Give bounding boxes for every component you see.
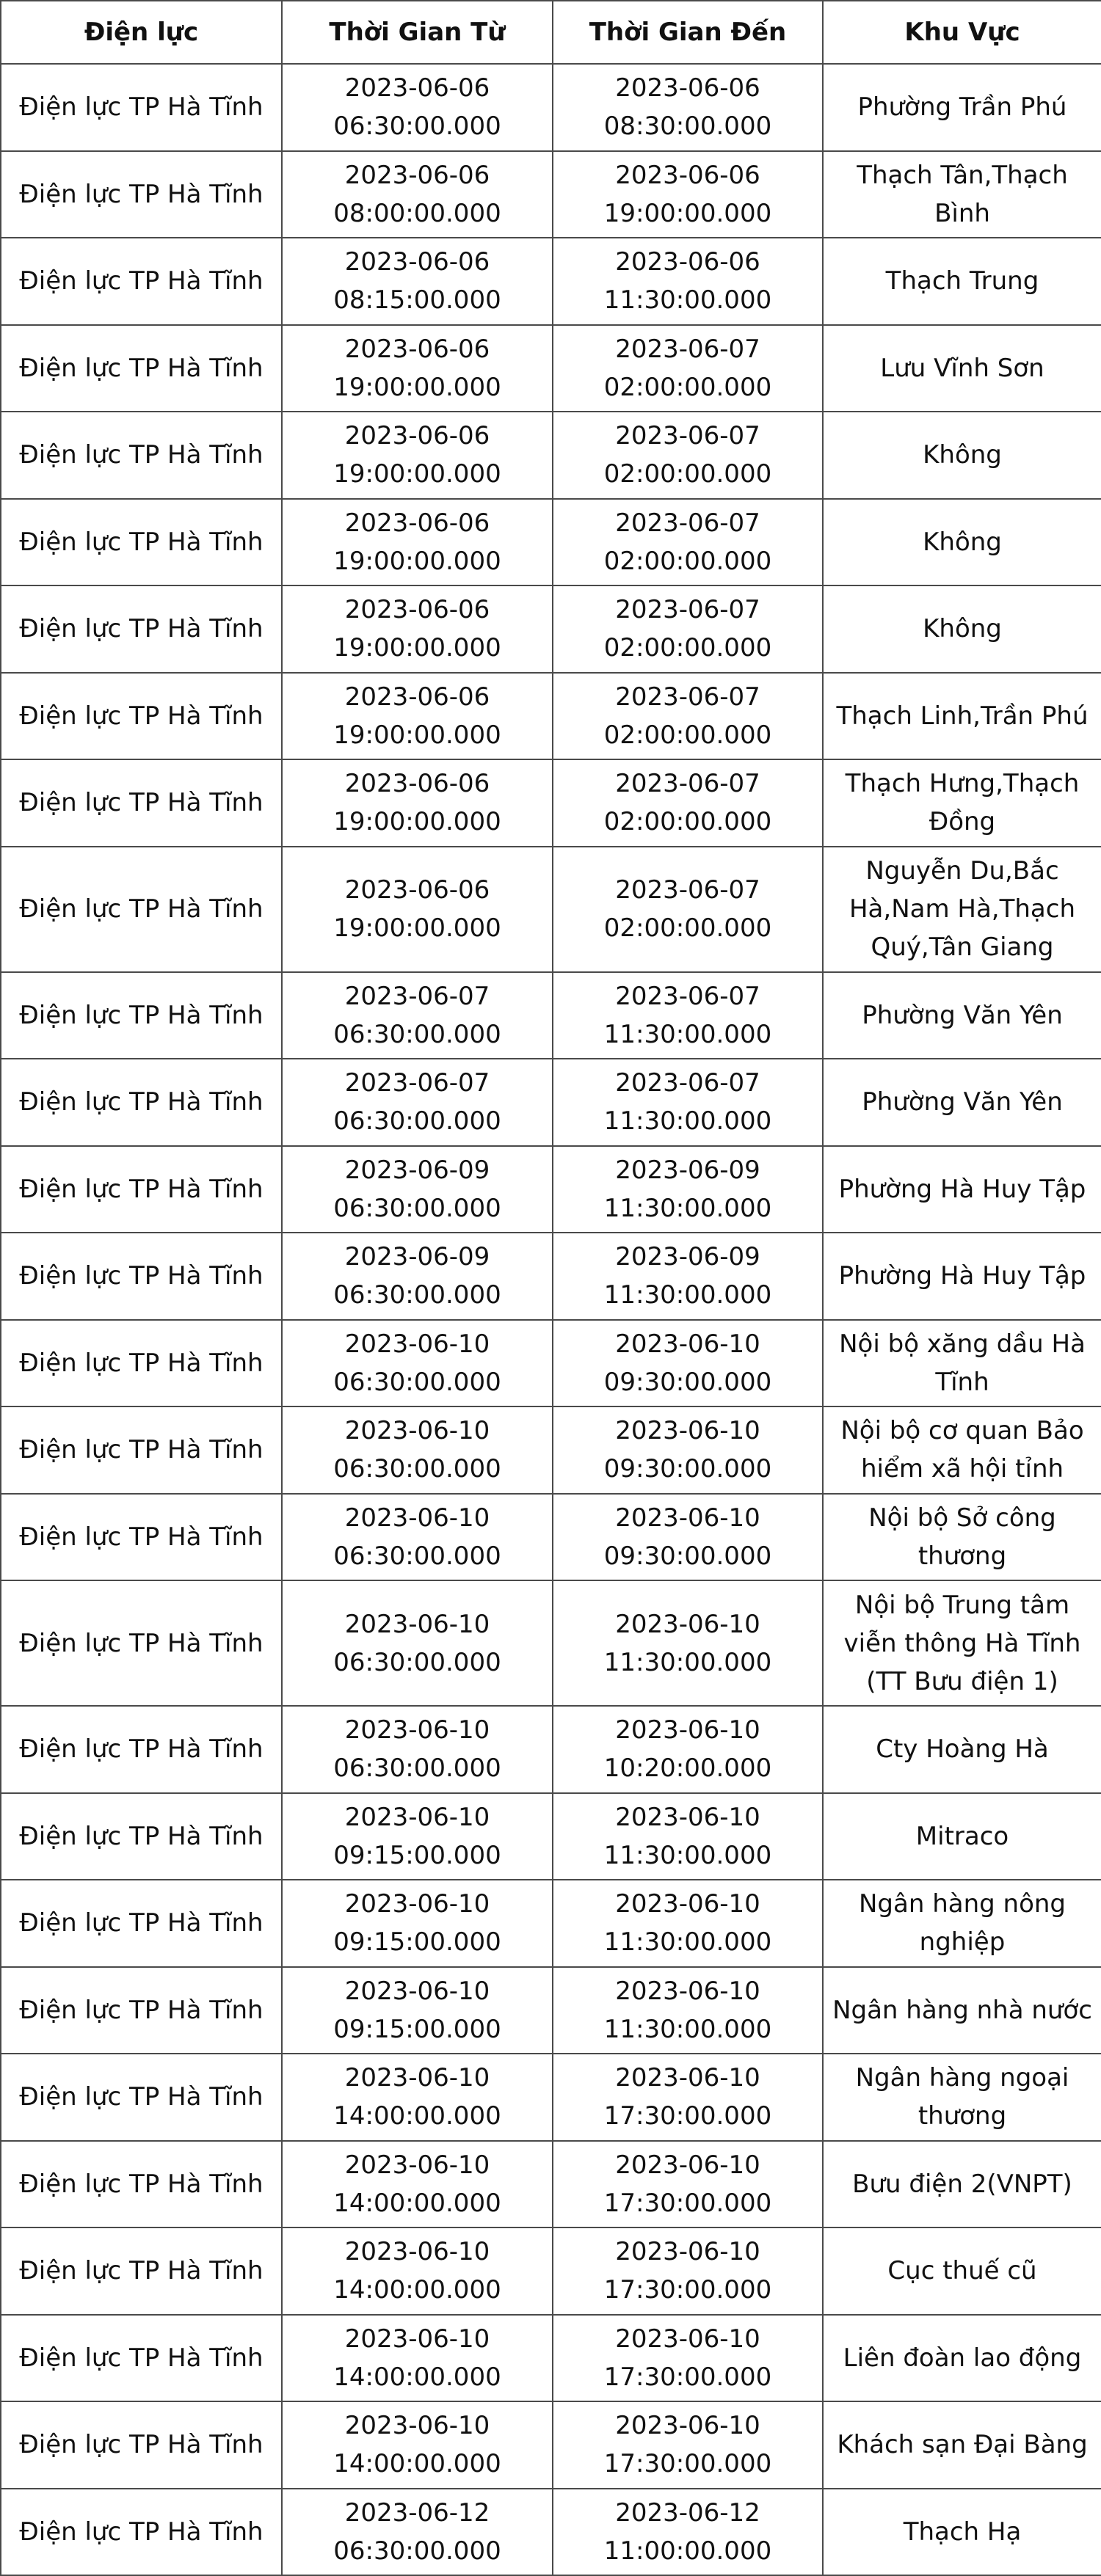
cell-unit: Điện lực TP Hà Tĩnh [1,2315,282,2402]
cell-time-to [553,1793,823,1880]
cell-time-to [553,673,823,760]
time-to-clock: 10:20:00.000 [603,1754,772,1784]
cell-time-to [553,412,823,499]
table-row [1,64,1101,151]
cell-time-from [282,673,553,760]
time-to-clock: 19:00:00.000 [603,198,772,228]
cell-unit: Điện lực TP Hà Tĩnh [1,238,282,325]
cell-unit: Điện lực TP Hà Tĩnh [1,2141,282,2228]
time-from-date: 2023-06-10 [344,2237,490,2267]
time-to-clock: 02:00:00.000 [603,459,772,489]
cell-area: Không [823,585,1101,673]
time-from-date: 2023-06-06 [344,160,490,190]
cell-area: Khách sạn Đại Bàng [823,2401,1101,2489]
cell-unit: Điện lực TP Hà Tĩnh [1,1146,282,1233]
table-row [1,412,1101,499]
cell-time-from [282,1793,553,1880]
table-row [1,1880,1101,1967]
cell-time-from [282,325,553,412]
time-to-clock: 11:30:00.000 [603,1647,772,1677]
table-header-row [1,1,1101,64]
cell-area: Nội bộ xăng dầu Hà Tĩnh [823,1320,1101,1407]
time-from-date: 2023-06-12 [344,2497,490,2528]
time-from-clock: 06:30:00.000 [333,1280,501,1310]
time-to-date: 2023-06-10 [615,2411,760,2441]
cell-area: Không [823,499,1101,586]
table-row [1,1146,1101,1233]
cell-area: Nội bộ cơ quan Bảo hiểm xã hội tỉnh [823,1406,1101,1494]
cell-unit: Điện lực TP Hà Tĩnh [1,1320,282,1407]
cell-unit: Điện lực TP Hà Tĩnh [1,1233,282,1320]
time-from-date: 2023-06-06 [344,595,490,625]
time-from-clock: 19:00:00.000 [333,633,501,663]
cell-time-to [553,2227,823,2315]
time-to-clock: 02:00:00.000 [603,807,772,837]
cell-area: Phường Trần Phú [823,64,1101,151]
cell-time-to [553,1406,823,1494]
cell-time-to [553,847,823,972]
time-from-date: 2023-06-10 [344,1503,490,1533]
table-body [1,64,1101,2575]
time-to-date: 2023-06-07 [615,421,760,451]
time-to-clock: 09:30:00.000 [603,1454,772,1484]
time-from-date: 2023-06-06 [344,73,490,103]
cell-time-from [282,151,553,238]
cell-area: Thạch Hưng,Thạch Đồng [823,759,1101,847]
time-to-date: 2023-06-10 [615,2150,760,2180]
cell-unit: Điện lực TP Hà Tĩnh [1,2227,282,2315]
table-row [1,2054,1101,2141]
cell-unit: Điện lực TP Hà Tĩnh [1,585,282,673]
time-to-clock: 11:30:00.000 [603,285,772,315]
time-from-date: 2023-06-06 [344,682,490,712]
time-from-date: 2023-06-10 [344,1329,490,1359]
table-row [1,2489,1101,2576]
cell-time-to [553,1494,823,1581]
cell-time-to [553,325,823,412]
cell-unit: Điện lực TP Hà Tĩnh [1,2489,282,2576]
time-from-date: 2023-06-10 [344,2324,490,2354]
cell-time-from [282,1880,553,1967]
cell-time-from [282,2227,553,2315]
cell-area: Thạch Linh,Trần Phú [823,673,1101,760]
cell-unit: Điện lực TP Hà Tĩnh [1,151,282,238]
time-from-clock: 06:30:00.000 [333,1193,501,1223]
table-row [1,673,1101,760]
time-to-clock: 09:30:00.000 [603,1367,772,1397]
cell-unit: Điện lực TP Hà Tĩnh [1,1580,282,1706]
cell-time-to [553,972,823,1059]
time-from-clock: 19:00:00.000 [333,372,501,402]
cell-unit: Điện lực TP Hà Tĩnh [1,847,282,972]
cell-time-from [282,238,553,325]
time-to-date: 2023-06-10 [615,1329,760,1359]
time-to-date: 2023-06-07 [615,595,760,625]
time-from-clock: 14:00:00.000 [333,2275,501,2305]
time-from-date: 2023-06-06 [344,421,490,451]
time-to-clock: 02:00:00.000 [603,546,772,576]
cell-time-to [553,2489,823,2576]
cell-time-to [553,2315,823,2402]
time-to-clock: 02:00:00.000 [603,913,772,943]
time-to-clock: 17:30:00.000 [603,2275,772,2305]
cell-time-to [553,2054,823,2141]
table-row [1,1320,1101,1407]
cell-time-from [282,1146,553,1233]
time-from-date: 2023-06-10 [344,2063,490,2093]
cell-area: Cty Hoàng Hà [823,1706,1101,1793]
time-from-date: 2023-06-10 [344,1889,490,1919]
cell-unit: Điện lực TP Hà Tĩnh [1,1967,282,2054]
time-from-date: 2023-06-10 [344,1802,490,1832]
cell-unit: Điện lực TP Hà Tĩnh [1,1706,282,1793]
cell-time-to [553,151,823,238]
time-from-clock: 06:30:00.000 [333,1367,501,1397]
table-row [1,759,1101,847]
cell-time-from [282,847,553,972]
time-to-clock: 17:30:00.000 [603,2449,772,2479]
table-row [1,2401,1101,2489]
time-from-date: 2023-06-10 [344,2411,490,2441]
cell-area: Thạch Trung [823,238,1101,325]
cell-time-to [553,1967,823,2054]
cell-time-to [553,1880,823,1967]
time-to-clock: 02:00:00.000 [603,720,772,750]
table-row [1,151,1101,238]
time-from-clock: 06:30:00.000 [333,112,501,142]
table-row [1,325,1101,412]
cell-unit: Điện lực TP Hà Tĩnh [1,325,282,412]
time-from-clock: 06:30:00.000 [333,2536,501,2566]
cell-time-from [282,1580,553,1706]
time-from-date: 2023-06-10 [344,1976,490,2006]
time-to-clock: 08:30:00.000 [603,112,772,142]
cell-unit: Điện lực TP Hà Tĩnh [1,499,282,586]
cell-time-from [282,1320,553,1407]
time-from-clock: 19:00:00.000 [333,807,501,837]
cell-time-from [282,2141,553,2228]
table-row [1,585,1101,673]
time-from-clock: 14:00:00.000 [333,2188,501,2218]
cell-area: Ngân hàng ngoại thương [823,2054,1101,2141]
time-to-clock: 02:00:00.000 [603,633,772,663]
header-time-to: Thời Gian Đến [553,1,823,64]
cell-time-from [282,2489,553,2576]
time-from-clock: 06:30:00.000 [333,1019,501,1049]
table-row [1,2315,1101,2402]
time-to-date: 2023-06-10 [615,1609,760,1639]
time-to-date: 2023-06-07 [615,769,760,799]
cell-unit: Điện lực TP Hà Tĩnh [1,1406,282,1494]
cell-area: Không [823,412,1101,499]
cell-area: Ngân hàng nhà nước [823,1967,1101,2054]
cell-area: Phường Hà Huy Tập [823,1233,1101,1320]
time-from-date: 2023-06-10 [344,1416,490,1446]
time-from-clock: 06:30:00.000 [333,1541,501,1571]
time-from-date: 2023-06-06 [344,875,490,905]
cell-time-from [282,2315,553,2402]
time-from-date: 2023-06-10 [344,1609,490,1639]
cell-unit: Điện lực TP Hà Tĩnh [1,1793,282,1880]
time-to-clock: 11:30:00.000 [603,1280,772,1310]
time-to-date: 2023-06-07 [615,334,760,364]
cell-area: Nội bộ Trung tâm viễn thông Hà Tĩnh (TT Bưu điện 1) [823,1580,1101,1706]
cell-time-from [282,759,553,847]
time-to-date: 2023-06-07 [615,508,760,538]
cell-time-from [282,64,553,151]
time-to-date: 2023-06-07 [615,981,760,1011]
cell-time-to [553,1320,823,1407]
time-to-date: 2023-06-10 [615,2237,760,2267]
table-row [1,499,1101,586]
time-from-clock: 09:15:00.000 [333,1840,501,1870]
cell-time-to [553,64,823,151]
time-to-date: 2023-06-06 [615,247,760,277]
cell-time-to [553,1580,823,1706]
cell-time-from [282,2054,553,2141]
cell-area: Phường Hà Huy Tập [823,1146,1101,1233]
table-row [1,1059,1101,1146]
time-from-date: 2023-06-06 [344,247,490,277]
time-to-clock: 11:30:00.000 [603,2014,772,2044]
time-from-date: 2023-06-07 [344,981,490,1011]
time-to-date: 2023-06-07 [615,875,760,905]
time-from-clock: 19:00:00.000 [333,459,501,489]
time-from-clock: 06:30:00.000 [333,1454,501,1484]
cell-time-to [553,499,823,586]
cell-time-to [553,1146,823,1233]
cell-time-from [282,1494,553,1581]
cell-time-from [282,1706,553,1793]
cell-time-to [553,2141,823,2228]
cell-time-from [282,1967,553,2054]
time-to-date: 2023-06-10 [615,1715,760,1745]
time-from-clock: 19:00:00.000 [333,546,501,576]
time-from-date: 2023-06-09 [344,1242,490,1272]
time-to-clock: 11:30:00.000 [603,1019,772,1049]
cell-area: Phường Văn Yên [823,972,1101,1059]
time-from-clock: 08:00:00.000 [333,198,501,228]
cell-unit: Điện lực TP Hà Tĩnh [1,2401,282,2489]
cell-area: Nội bộ Sở công thương [823,1494,1101,1581]
cell-time-to [553,1706,823,1793]
cell-unit: Điện lực TP Hà Tĩnh [1,412,282,499]
table-row [1,1233,1101,1320]
time-to-clock: 17:30:00.000 [603,2101,772,2131]
time-to-date: 2023-06-06 [615,73,760,103]
table-row [1,1706,1101,1793]
time-to-clock: 02:00:00.000 [603,372,772,402]
cell-unit: Điện lực TP Hà Tĩnh [1,64,282,151]
time-from-clock: 14:00:00.000 [333,2449,501,2479]
cell-time-from [282,2401,553,2489]
table-row [1,1793,1101,1880]
time-to-clock: 17:30:00.000 [603,2188,772,2218]
time-to-date: 2023-06-06 [615,160,760,190]
cell-area: Nguyễn Du,Bắc Hà,Nam Hà,Thạch Quý,Tân Giang [823,847,1101,972]
cell-unit: Điện lực TP Hà Tĩnh [1,673,282,760]
header-unit: Điện lực [1,1,282,64]
cell-time-from [282,1059,553,1146]
time-from-date: 2023-06-06 [344,334,490,364]
cell-area: Phường Văn Yên [823,1059,1101,1146]
cell-area: Thạch Tân,Thạch Bình [823,151,1101,238]
time-from-date: 2023-06-09 [344,1155,490,1185]
table-row [1,1580,1101,1706]
cell-area: Cục thuế cũ [823,2227,1101,2315]
table-row [1,1494,1101,1581]
time-to-date: 2023-06-09 [615,1155,760,1185]
cell-area: Liên đoàn lao động [823,2315,1101,2402]
time-from-date: 2023-06-10 [344,2150,490,2180]
table-row [1,2141,1101,2228]
time-to-date: 2023-06-10 [615,2324,760,2354]
cell-unit: Điện lực TP Hà Tĩnh [1,2054,282,2141]
time-from-clock: 08:15:00.000 [333,285,501,315]
table-row [1,2227,1101,2315]
time-to-date: 2023-06-10 [615,1416,760,1446]
cell-time-to [553,2401,823,2489]
time-from-date: 2023-06-06 [344,769,490,799]
time-from-date: 2023-06-10 [344,1715,490,1745]
cell-unit: Điện lực TP Hà Tĩnh [1,1880,282,1967]
time-to-date: 2023-06-10 [615,2063,760,2093]
table-row [1,1967,1101,2054]
time-to-date: 2023-06-10 [615,1889,760,1919]
cell-area: Lưu Vĩnh Sơn [823,325,1101,412]
cell-time-to [553,759,823,847]
time-to-date: 2023-06-09 [615,1242,760,1272]
cell-area: Thạch Hạ [823,2489,1101,2576]
time-from-clock: 14:00:00.000 [333,2362,501,2392]
table-row [1,238,1101,325]
time-from-clock: 06:30:00.000 [333,1106,501,1136]
time-from-clock: 06:30:00.000 [333,1754,501,1784]
time-to-clock: 11:30:00.000 [603,1193,772,1223]
cell-area: Mitraco [823,1793,1101,1880]
cell-area: Ngân hàng nông nghiệp [823,1880,1101,1967]
cell-time-to [553,1059,823,1146]
cell-unit: Điện lực TP Hà Tĩnh [1,1494,282,1581]
time-to-date: 2023-06-10 [615,1503,760,1533]
time-to-date: 2023-06-07 [615,1068,760,1098]
table-row [1,1406,1101,1494]
time-from-clock: 14:00:00.000 [333,2101,501,2131]
table-row [1,847,1101,972]
time-to-clock: 11:30:00.000 [603,1840,772,1870]
time-to-clock: 11:30:00.000 [603,1927,772,1957]
time-from-clock: 09:15:00.000 [333,2014,501,2044]
cell-time-from [282,412,553,499]
cell-time-from [282,499,553,586]
cell-time-to [553,238,823,325]
cell-unit: Điện lực TP Hà Tĩnh [1,1059,282,1146]
cell-time-from [282,585,553,673]
time-to-clock: 11:00:00.000 [603,2536,772,2566]
cell-time-from [282,1406,553,1494]
time-from-date: 2023-06-07 [344,1068,490,1098]
header-area: Khu Vực [823,1,1101,64]
cell-time-from [282,1233,553,1320]
table-row [1,972,1101,1059]
time-to-date: 2023-06-07 [615,682,760,712]
time-to-date: 2023-06-10 [615,1976,760,2006]
time-from-date: 2023-06-06 [344,508,490,538]
cell-unit: Điện lực TP Hà Tĩnh [1,759,282,847]
cell-time-to [553,1233,823,1320]
time-to-clock: 11:30:00.000 [603,1106,772,1136]
time-from-clock: 19:00:00.000 [333,913,501,943]
time-from-clock: 06:30:00.000 [333,1647,501,1677]
time-to-date: 2023-06-10 [615,1802,760,1832]
time-to-clock: 09:30:00.000 [603,1541,772,1571]
cell-unit: Điện lực TP Hà Tĩnh [1,972,282,1059]
time-from-clock: 09:15:00.000 [333,1927,501,1957]
header-time-from: Thời Gian Từ [282,1,553,64]
cell-time-from [282,972,553,1059]
cell-time-to [553,585,823,673]
time-to-date: 2023-06-12 [615,2497,760,2528]
cell-area: Bưu điện 2(VNPT) [823,2141,1101,2228]
time-from-clock: 19:00:00.000 [333,720,501,750]
time-to-clock: 17:30:00.000 [603,2362,772,2392]
